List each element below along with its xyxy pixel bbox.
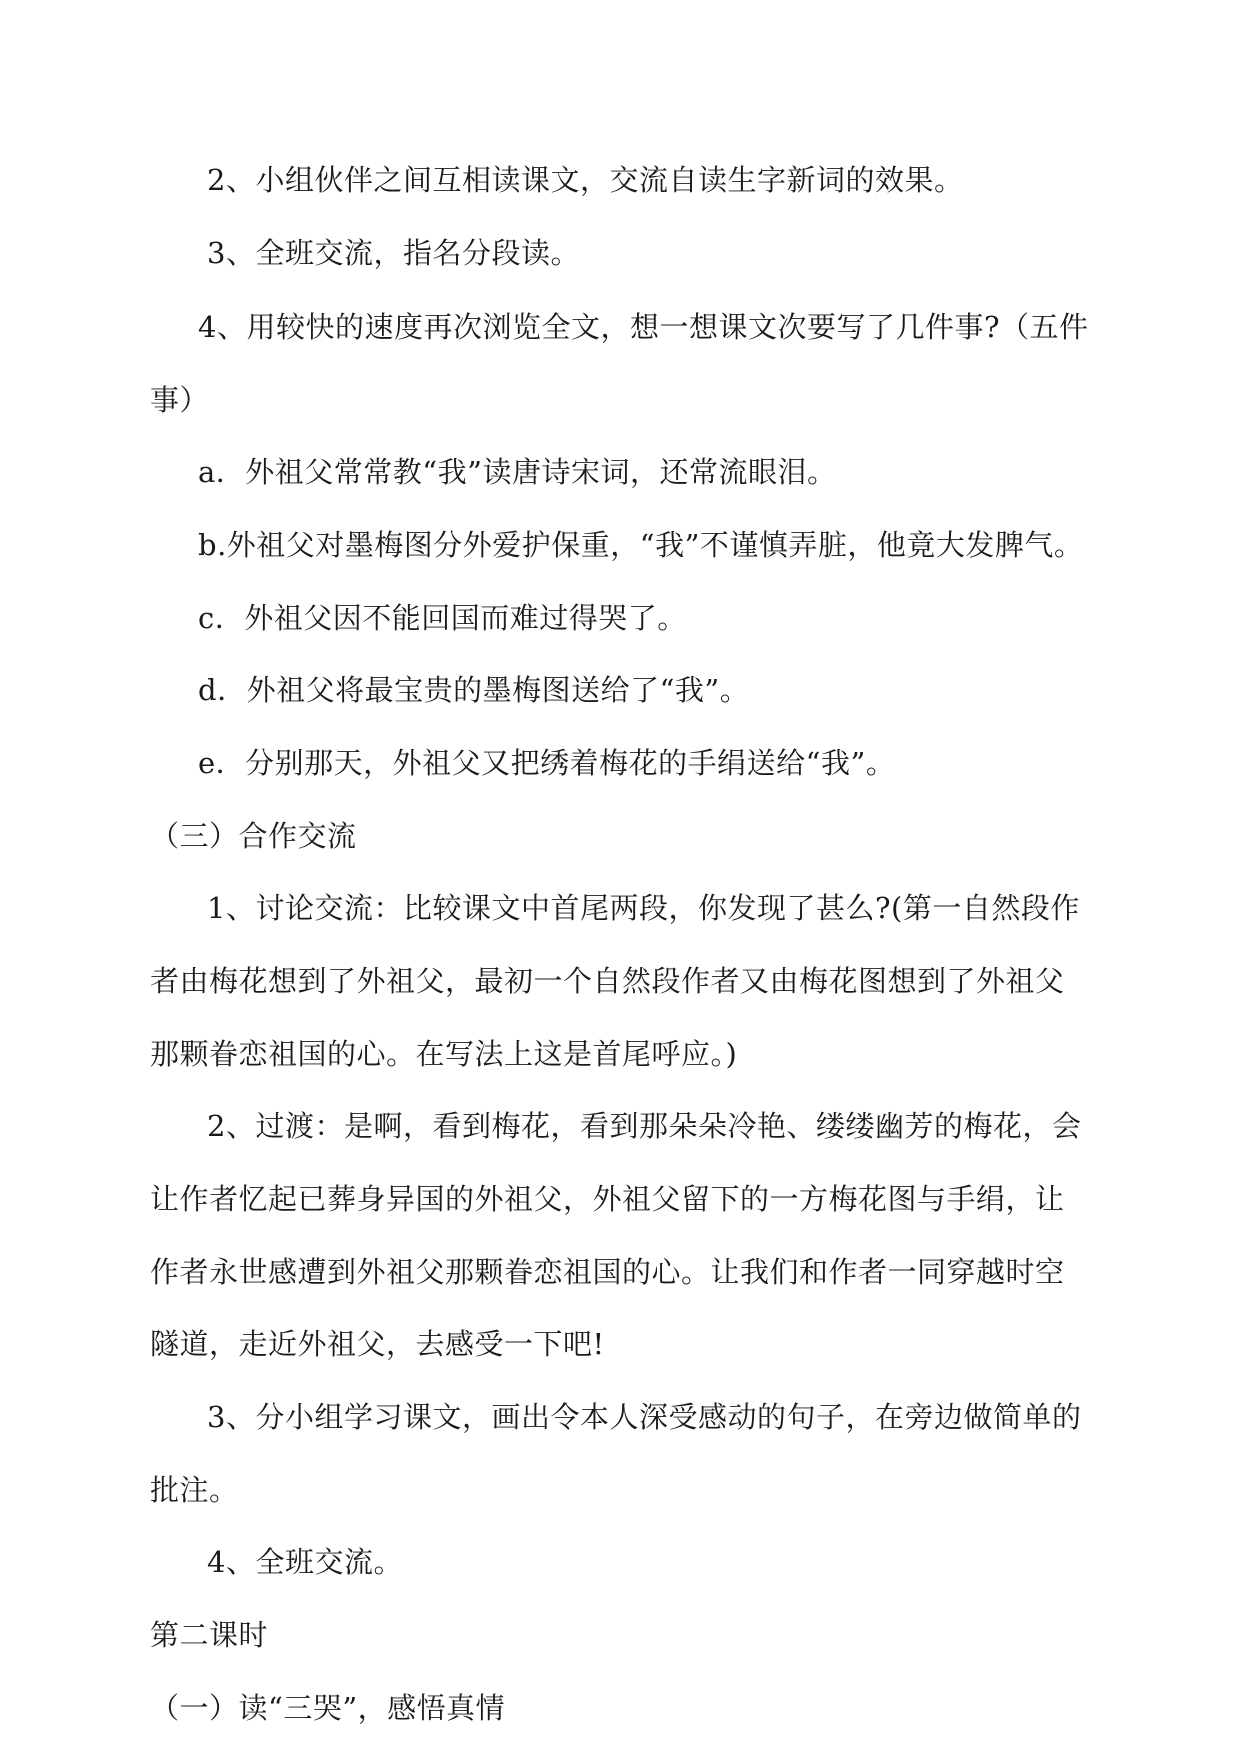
section-heading: 第二课时 [150,1618,269,1652]
paragraph-line: 让作者忆起已葬身异国的外祖父，外祖父留下的一方梅花图与手绢，让 [150,1182,1065,1216]
section-heading: （一）读“三哭”，感悟真情 [150,1691,506,1725]
list-item: e．分别那天，外祖父又把绣着梅花的手绢送给“我”。 [198,746,896,780]
paragraph-line: 事） [150,383,210,417]
paragraph-line: 作者永世感遭到外祖父那颗眷恋祖国的心。让我们和作者一同穿越时空 [150,1255,1065,1289]
paragraph-line: 3、全班交流，指名分段读。 [207,236,580,270]
paragraph-line: 隧道，走近外祖父，去感受一下吧! [150,1327,605,1361]
paragraph-line: 那颗眷恋祖国的心。在写法上这是首尾呼应。) [150,1037,738,1071]
paragraph-line: 3、分小组学习课文，画出令本人深受感动的句子，在旁边做简单的 [207,1400,1082,1434]
section-heading: （三）合作交流 [150,819,357,853]
list-item: c．外祖父因不能回国而难过得哭了。 [198,601,687,635]
paragraph-line: 2、过渡：是啊，看到梅花，看到那朵朵冷艳、缕缕幽芳的梅花，会 [207,1109,1082,1143]
list-item: d．外祖父将最宝贵的墨梅图送给了“我”。 [198,673,750,707]
list-item: a．外祖父常常教“我”读唐诗宋词，还常流眼泪。 [198,455,837,489]
paragraph-line: 4、用较快的速度再次浏览全文，想一想课文次要写了几件事?（五件 [198,310,1089,344]
paragraph-line: 批注。 [150,1473,239,1507]
paragraph-line: 者由梅花想到了外祖父，最初一个自然段作者又由梅花图想到了外祖父 [150,964,1065,998]
paragraph-line: 1、讨论交流：比较课文中首尾两段，你发现了甚么?(第一自然段作 [207,891,1080,925]
list-item: b.外祖父对墨梅图分外爱护保重，“我”不谨慎弄脏，他竟大发脾气。 [198,528,1084,562]
paragraph-line: 4、全班交流。 [207,1545,403,1579]
paragraph-line: 2、小组伙伴之间互相读课文，交流自读生字新词的效果。 [207,163,964,197]
